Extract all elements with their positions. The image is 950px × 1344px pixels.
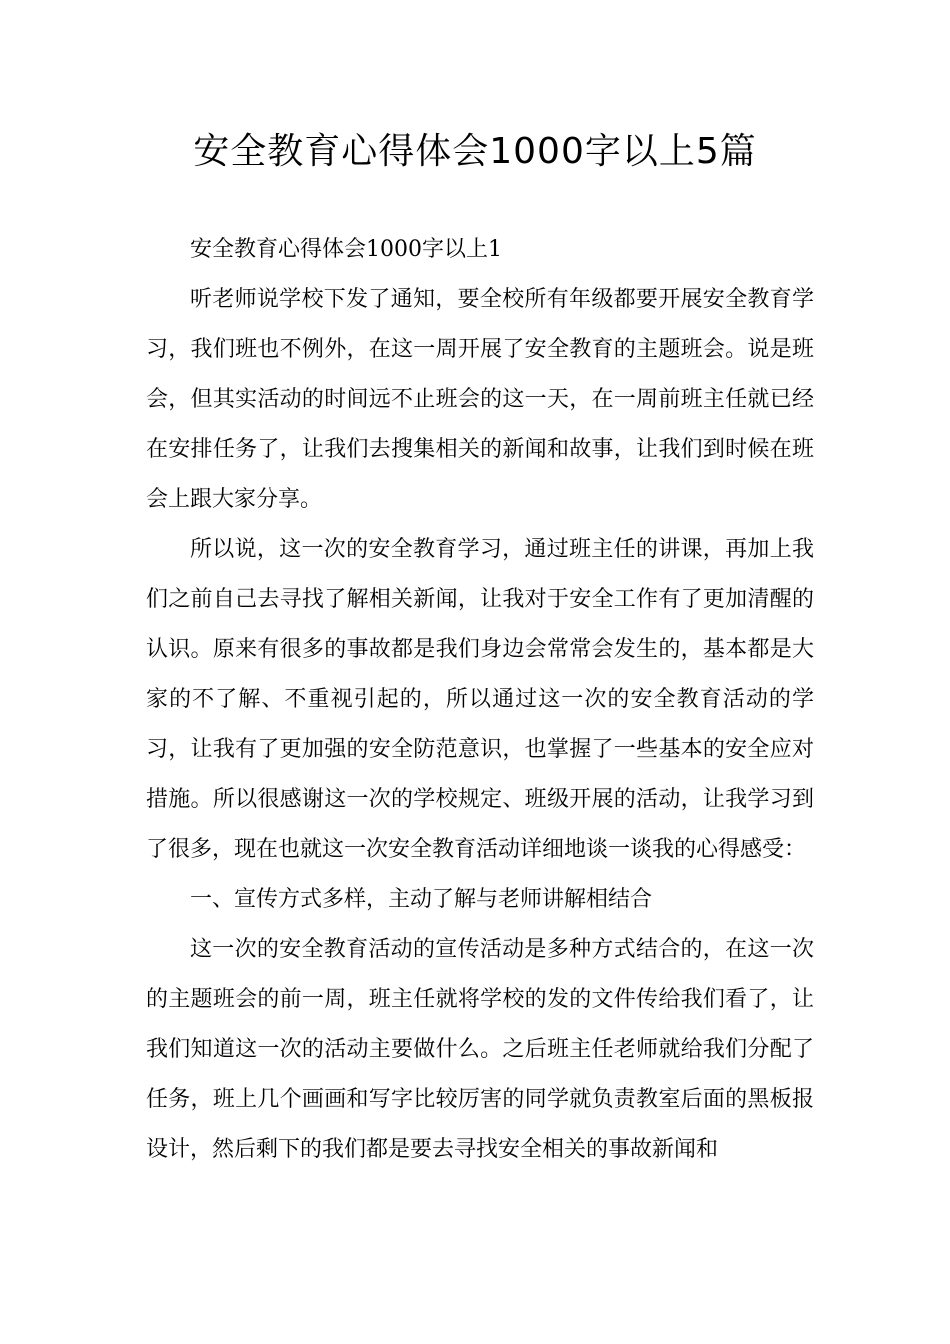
subtitle-paragraph: 安全教育心得体会1000字以上1: [190, 237, 502, 262]
section-heading: 一、宣传方式多样，主动了解与老师讲解相结合: [190, 887, 653, 912]
body-paragraph: 听老师说学校下发了通知，要全校所有年级都要开展安全教育学习，我们班也不例外，在这一周开展了安全教育的主题班会。说是班会，但其实活动的时间远不止班会的这一天，在一周前班主任就已经在安排任务了，让我们去搜集相关的新闻和故事，让我们到时候在班会上跟大家分享。: [146, 287, 814, 512]
body-paragraph: 所以说，这一次的安全教育学习，通过班主任的讲课，再加上我们之前自己去寻找了解相关新闻，让我对于安全工作有了更加清醒的认识。原来有很多的事故都是我们身边会常常会发生的，基本都是大家的不了解、不重视引起的，所以通过这一次的安全教育活动的学习，让我有了更加强的安全防范意识，也掌握了一些基本的安全应对措施。所以很感谢这一次的学校规定、班级开展的活动，让我学习到了很多，现在也就这一次安全教育活动详细地谈一谈我的心得感受：: [146, 537, 814, 862]
document-title: 安全教育心得体会1000字以上5篇: [193, 131, 757, 172]
body-paragraph: 这一次的安全教育活动的宣传活动是多种方式结合的，在这一次的主题班会的前一周，班主任就将学校的发的文件传给我们看了，让我们知道这一次的活动主要做什么。之后班主任老师就给我们分配了任务，班上几个画画和写字比较厉害的同学就负责教室后面的黑板报设计，然后剩下的我们都是要去寻找安全相关的事故新闻和: [146, 937, 814, 1162]
document-body: [146, 225, 814, 1175]
